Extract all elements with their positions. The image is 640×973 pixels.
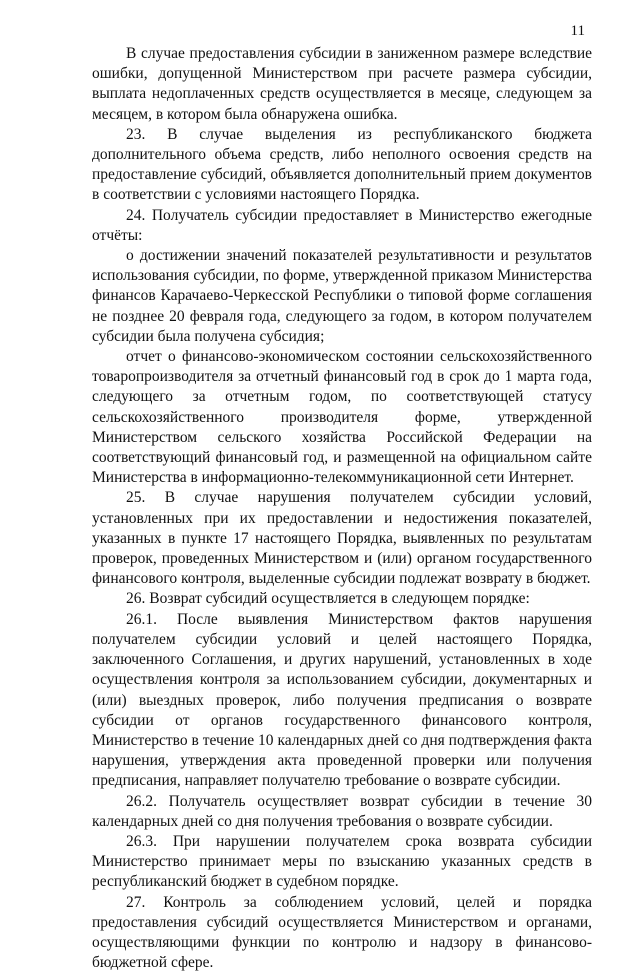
page-number: 11: [570, 23, 585, 39]
paragraph-24: 24. Получатель субсидии предоставляет в Министерство ежегодные отчёты:: [92, 206, 592, 244]
paragraph-26: 26. Возврат субсидий осуществляется в следующем порядке:: [126, 590, 530, 608]
paragraph-27: 27. Контроль за соблюдением условий, целей и порядка предоставления субсидий осуществляется Министерством и органами, осуществляющими функции по контролю и надзору в финансово-бюджетной сфере.: [92, 893, 592, 972]
paragraph-25: 25. В случае нарушения получателем субсидии условий, установленных при их предоставлении и недостижения показателей, указанных в пункте 17 настоящего Порядка, выявленных по результатам проверок, проведенных Министерством и (или) органом государственного финансового контроля, выделенные субсидии подлежат возврату в бюджет.: [92, 489, 592, 588]
paragraph-underpayment: В случае предоставления субсидии в заниженном размере вследствие ошибки, допущенной Министерством при расчете размера субсидии, выплата недоплаченных средств осуществляется в месяце, следующем за месяцем, в котором была обнаружена ошибка.: [92, 45, 592, 123]
paragraph-23: 23. В случае выделения из республиканского бюджета дополнительного объема средств, либо неполного освоения средств на предоставление субсидий, объявляется дополнительный прием документов в соответствии с условиями настоящего Порядка.: [92, 125, 592, 204]
document-body: [92, 44, 592, 973]
paragraph-24-report-indicators: о достижении значений показателей результативности и результатов использования субсидии, по форме, утвержденной приказом Министерства финансов Карачаево-Черкесской Республики о типовой форме соглашения не позднее 20 февраля года, следующего за годом, в котором получателем субсидии была получена субсидия;: [92, 247, 592, 345]
paragraph-26-3: 26.3. При нарушении получателем срока возврата субсидии Министерство принимает меры по взысканию указанных средств в республиканский бюджет в судебном порядке.: [92, 832, 592, 891]
paragraph-24-report-financial: отчет о финансово-экономическом состоянии сельскохозяйственного товаропроизводителя за отчетный финансовый год в срок до 1 марта года, следующего за отчетным годом, по соответствующей статусу сельскохозяйственного производителя форме, утвержденной Министерством сельского хозяйства Российской Федерации на соответствующий финансовый год, и размещенной на официальном сайте Министерства в информационно-телекоммуникационной сети Интернет.: [92, 348, 592, 487]
paragraph-26-2: 26.2. Получатель осуществляет возврат субсидии в течение 30 календарных дней со дня получения требования о возврате субсидии.: [92, 792, 592, 830]
paragraph-26-1: 26.1. После выявления Министерством фактов нарушения получателем субсидии условий и целей настоящего Порядка, заключенного Соглашения, и других нарушений, установленных в ходе осуществления контроля за использованием субсидии, документарных и (или) выездных проверок, либо получения предписания о возврате субсидии от органов государственного финансового контроля, Министерство в течение 10 календарных дней со дня подтверждения факта нарушения, утверждения акта проведенной проверки или получения предписания, направляет получателю требование о возврате субсидии.: [92, 610, 592, 790]
